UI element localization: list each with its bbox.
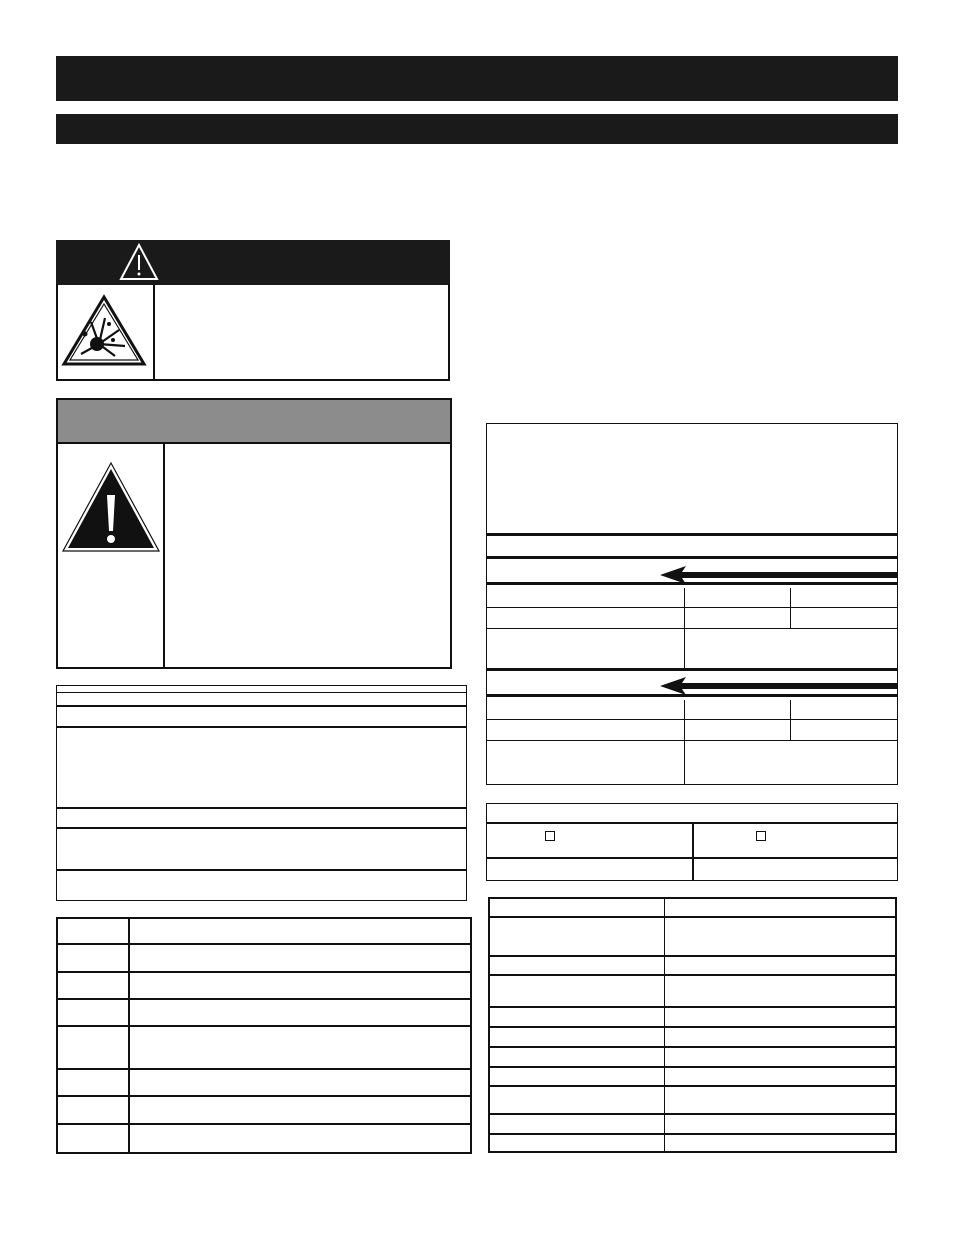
subheader-bar [56, 114, 898, 144]
arrow-left-icon [660, 676, 898, 696]
warning-triangle-icon [118, 242, 160, 282]
danger-header [56, 240, 450, 285]
option-checkbox-1[interactable] [545, 831, 555, 841]
header-bar [56, 56, 898, 101]
option-checkbox-2[interactable] [756, 831, 766, 841]
left-table-2 [56, 917, 472, 1154]
warning-header [56, 398, 452, 443]
label-diagram [486, 423, 898, 785]
arrow-left-icon [660, 565, 898, 585]
exclamation-triangle-icon [61, 461, 161, 553]
explosion-pictogram [61, 294, 147, 368]
